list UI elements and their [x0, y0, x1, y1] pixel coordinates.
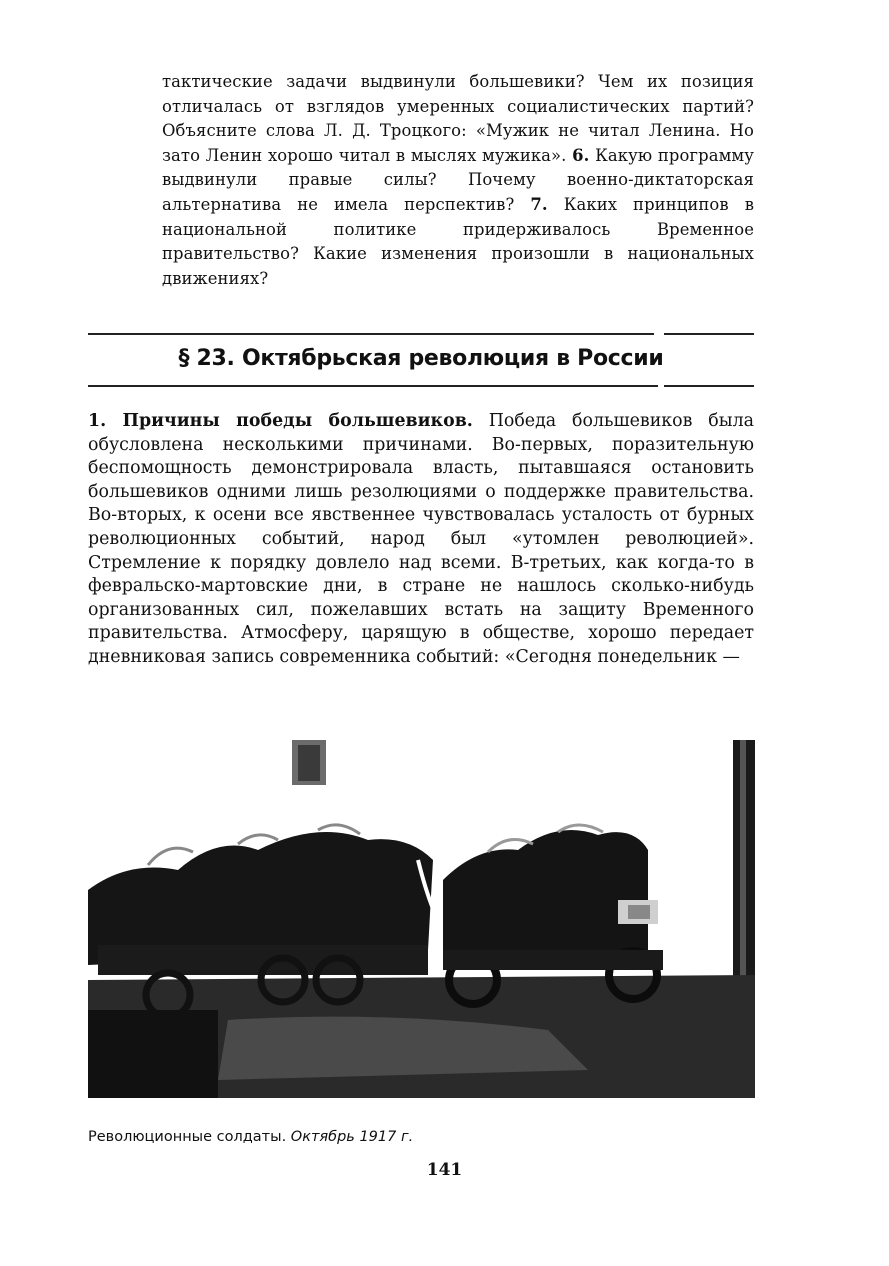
top-rule-right	[664, 333, 754, 335]
top-rule-left	[88, 333, 654, 335]
bottom-rule-left	[88, 385, 658, 387]
photo-caption	[88, 1127, 413, 1147]
photo-illustration	[88, 740, 755, 1098]
questions-lead-text: тактические задачи выдвинули большевики? Чем их позиция отличалась от взглядов умеренных социалистических партий? Объясните слова Л. Д. Троцкого: «Мужик не читал Ленина. Но зато Ленин хорошо читал в мыслях мужика».	[162, 72, 754, 165]
main-text	[88, 410, 754, 670]
review-questions	[162, 70, 754, 291]
paragraph-1-heading: 1. Причины победы большевиков.	[88, 411, 473, 431]
historical-photo	[88, 740, 755, 1098]
paragraph-1	[88, 410, 754, 670]
questions-paragraph	[162, 70, 754, 291]
paragraph-1-text: Победа большевиков была обусловлена несколькими причинами. Во-первых, поразительную беспомощность демонстрировала власть, пытавшаяся остановить большевиков одними лишь резолюциями о поддержке правительства. Во-вторых, к осени все явственнее чувствовалась усталость от бурных революционных событий, народ был «утомлен революцией». Стремление к порядку довлело над всеми. В-третьих, как когда-то в февральско-мартовские дни, в стране не нашлось сколько-нибудь организованных сил, пожелавших встать на защиту Временного правительства. Атмосферу, царящую в обществе, хорошо передает дневниковая запись современника событий: «Сегодня понедельник —	[88, 411, 754, 667]
question-6-number: 6.	[572, 145, 590, 165]
page-number: 141	[426, 1160, 463, 1180]
question-7-text: Каких принципов в национальной политике придерживалось Временное правительство? Какие изменения произошли в национальных движениях?	[162, 194, 755, 288]
caption-main: Революционные солдаты.	[88, 1129, 287, 1145]
bottom-rule-right	[664, 385, 754, 387]
question-7-number: 7.	[530, 194, 548, 214]
question-6-text: Какую программу выдвинули правые силы? Почему военно-диктаторская альтернатива не имела перспектив?	[162, 145, 755, 214]
caption-date: Октябрь 1917 г.	[290, 1129, 414, 1145]
section-title: § 23. Октябрьская революция в России	[178, 346, 664, 371]
